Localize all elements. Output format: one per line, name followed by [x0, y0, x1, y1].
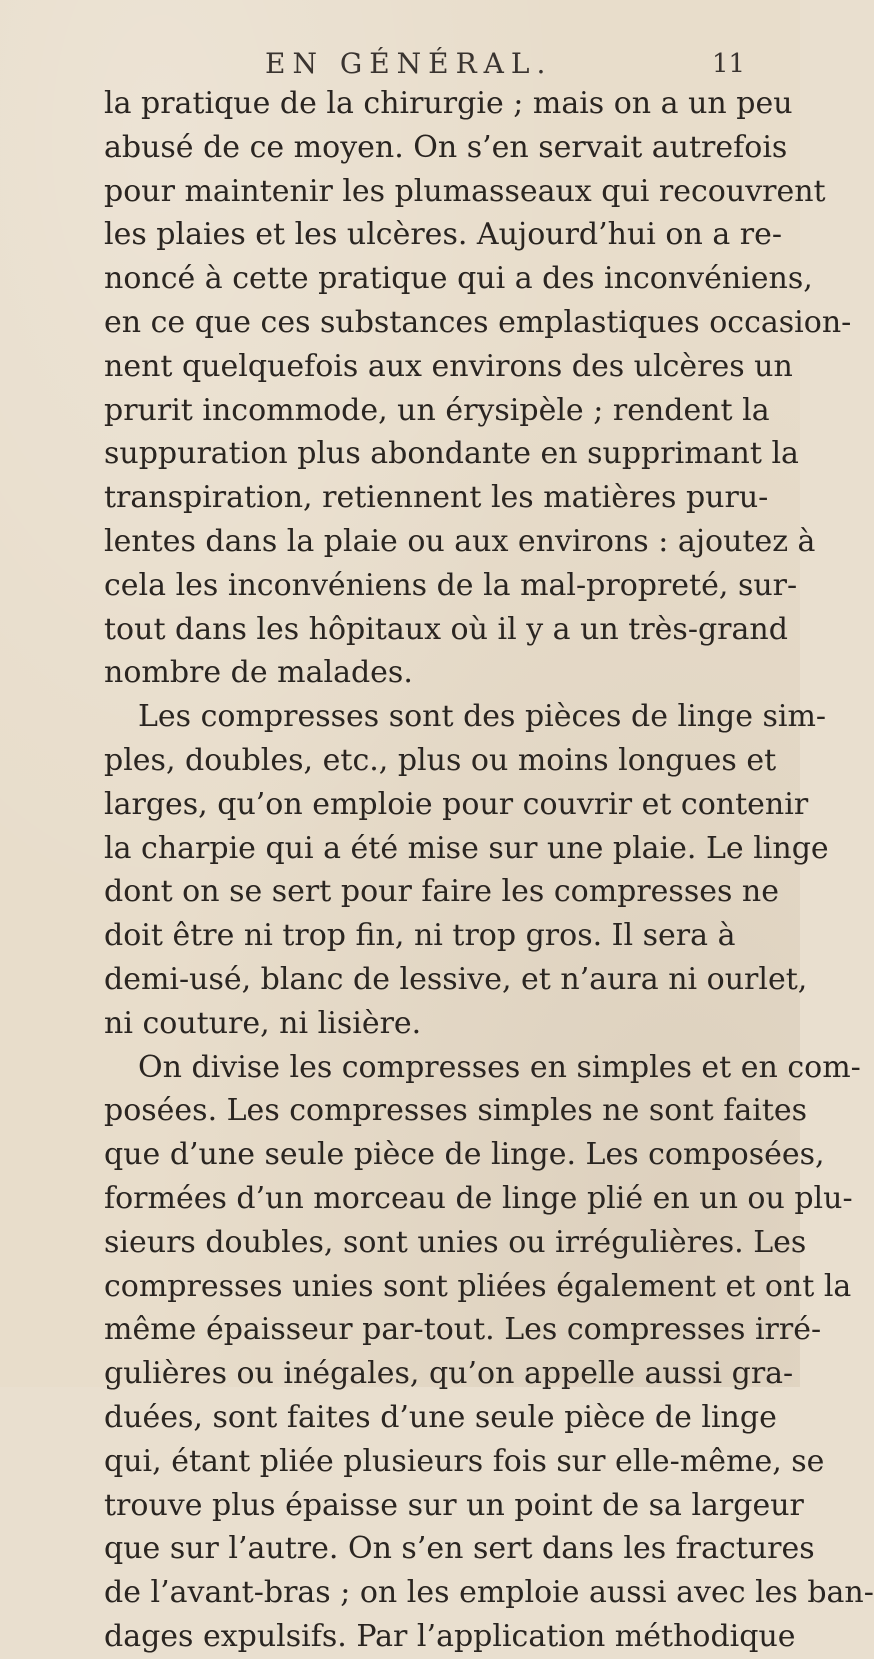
- text-line: de l’avant-bras ; on les emploie aussi avec les ban-: [104, 1575, 874, 1611]
- text-line: dont on se sert pour faire les compresses ne: [104, 874, 779, 910]
- text-line: que d’une seule pièce de linge. Les composées,: [104, 1137, 825, 1173]
- text-line: abusé de ce moyen. On s’en servait autrefois: [104, 129, 788, 165]
- text-line: duées, sont faites d’une seule pièce de linge: [104, 1399, 777, 1435]
- text-line: même épaisseur par-tout. Les compresses irré-: [104, 1312, 822, 1348]
- text-line: la charpie qui a été mise sur une plaie. Le linge: [104, 830, 829, 866]
- text-line: nent quelquefois aux environs des ulcères un: [104, 348, 793, 384]
- text-line: ples, doubles, etc., plus ou moins longues et: [104, 742, 777, 778]
- text-line: transpiration, retiennent les matières puru-: [104, 480, 769, 516]
- text-line: compresses unies sont pliées également et ont la: [104, 1268, 852, 1304]
- text-line: dages expulsifs. Par l’application méthodique: [104, 1618, 796, 1654]
- paragraph-first-line: On divise les compresses en simples et en com-: [138, 1049, 861, 1085]
- text-line: posées. Les compresses simples ne sont faites: [104, 1093, 808, 1129]
- text-line: larges, qu’on emploie pour couvrir et contenir: [104, 786, 809, 822]
- text-line: trouve plus épaisse sur un point de sa largeur: [104, 1487, 804, 1523]
- text-line: demi-usé, blanc de lessive, et n’aura ni ourlet,: [104, 961, 808, 997]
- text-line: doit être ni trop fin, ni trop gros. Il sera à: [104, 918, 736, 954]
- body-text: [104, 82, 874, 1659]
- text-line: nombre de malades.: [104, 655, 413, 691]
- text-line: noncé à cette pratique qui a des inconvéniens,: [104, 261, 813, 297]
- text-line: lentes dans la plaie ou aux environs : ajoutez à: [104, 523, 816, 559]
- page-number: 11: [712, 49, 746, 79]
- text-line: la pratique de la chirurgie ; mais on a un peu: [104, 86, 793, 121]
- text-line: prurit incommode, un érysipèle ; rendent la: [104, 392, 770, 428]
- text-line: que sur l’autre. On s’en sert dans les fractures: [104, 1531, 815, 1567]
- text-line: en ce que ces substances emplastiques occasion-: [104, 304, 852, 340]
- text-line: qui, étant pliée plusieurs fois sur elle-même, se: [104, 1443, 825, 1479]
- text-line: pour maintenir les plumasseaux qui recouvrent: [104, 173, 826, 209]
- text-line: gulières ou inégales, qu’on appelle aussi gra-: [104, 1356, 794, 1392]
- text-line: ni couture, ni lisière.: [104, 1005, 422, 1041]
- text-line: formées d’un morceau de linge plié en un ou plu-: [104, 1180, 853, 1216]
- text-line: cela les inconvéniens de la mal-propreté, sur-: [104, 567, 798, 603]
- text-line: les plaies et les ulcères. Aujourd’hui on a re-: [104, 217, 783, 253]
- text-line: tout dans les hôpitaux où il y a un très-grand: [104, 611, 788, 647]
- running-head: EN GÉNÉRAL.: [265, 47, 553, 80]
- text-line: suppuration plus abondante en supprimant la: [104, 436, 799, 472]
- text-line: sieurs doubles, sont unies ou irrégulières. Les: [104, 1224, 807, 1260]
- paragraph-first-line: Les compresses sont des pièces de linge sim-: [138, 699, 827, 735]
